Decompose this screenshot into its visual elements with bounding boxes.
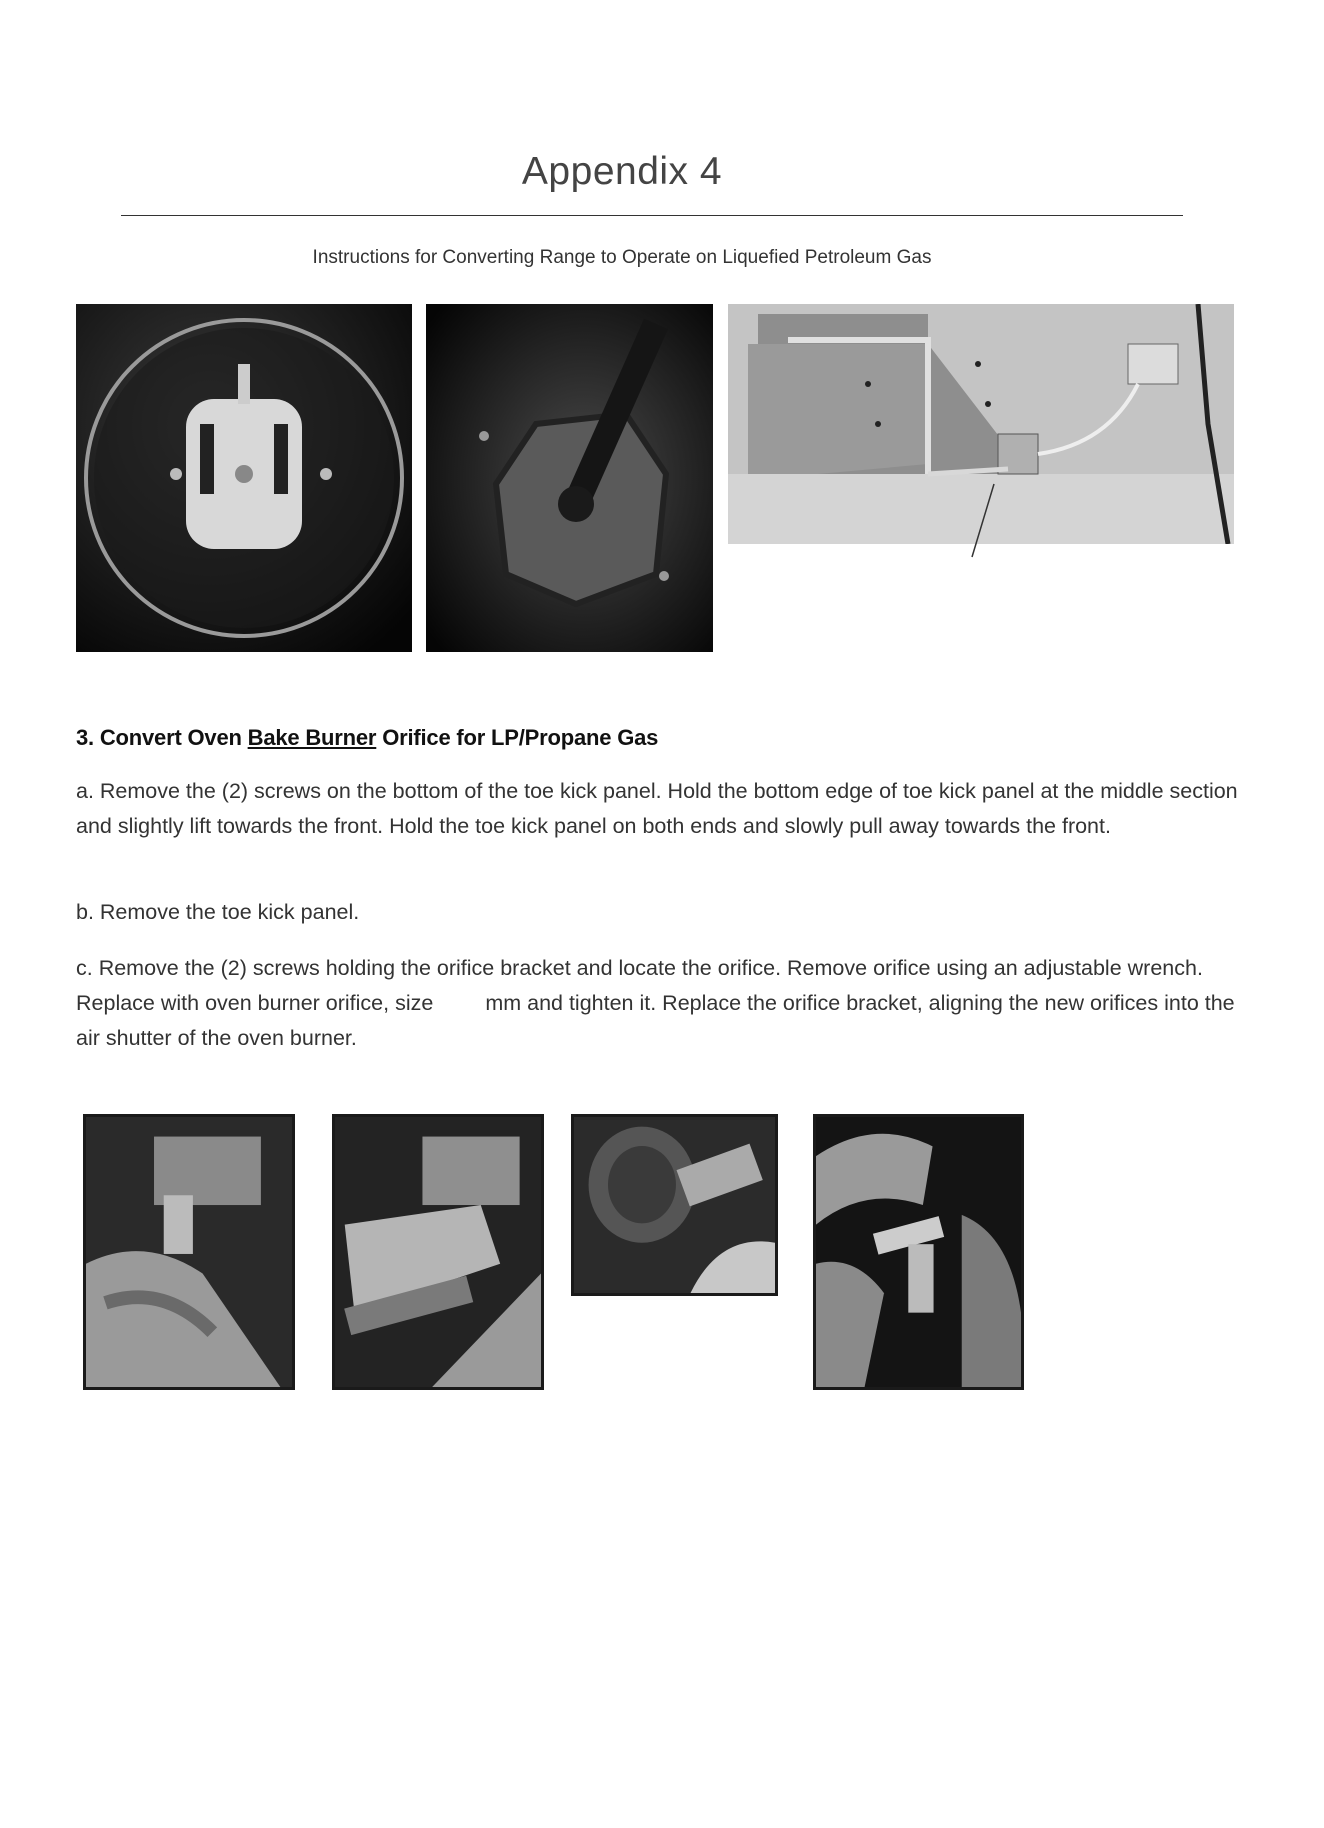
bracket-pointer-line	[960, 480, 1000, 560]
photo-new-orifice-fitting	[813, 1114, 1024, 1390]
photo-orifice-hand	[83, 1114, 295, 1390]
photo-burner-base	[426, 304, 713, 652]
step-a-text: a. Remove the (2) screws on the bottom of the toe kick panel. Hold the bottom edge of toe kick panel at the middle section and slightly lift towards the front. Hold the toe kick panel on both ends and slowly pull away towards the front.	[76, 779, 1238, 838]
step-c-text: c. Remove the (2) screws holding the orifice bracket and locate the orifice. Remove orifice using an adjustable wrench. Replace with oven burner orifice, size mm and tighten it. Replace the orifice bracket, aligning the new orifices into the air shutter of the oven burner.	[76, 956, 1235, 1050]
photo-burner-cover	[76, 304, 412, 652]
title-divider	[121, 215, 1183, 216]
photo-wrench-orifice	[332, 1114, 544, 1390]
photo-orifice-closeup	[571, 1114, 778, 1296]
step-b-text: b. Remove the toe kick panel.	[76, 900, 360, 924]
section-heading: 3. Convert Oven Bake Burner Orifice for LP/Propane Gas	[76, 725, 659, 750]
page-title: Appendix 4	[521, 150, 723, 193]
page-subtitle: Instructions for Converting Range to Operate on Liquefied Petroleum Gas	[312, 247, 932, 268]
